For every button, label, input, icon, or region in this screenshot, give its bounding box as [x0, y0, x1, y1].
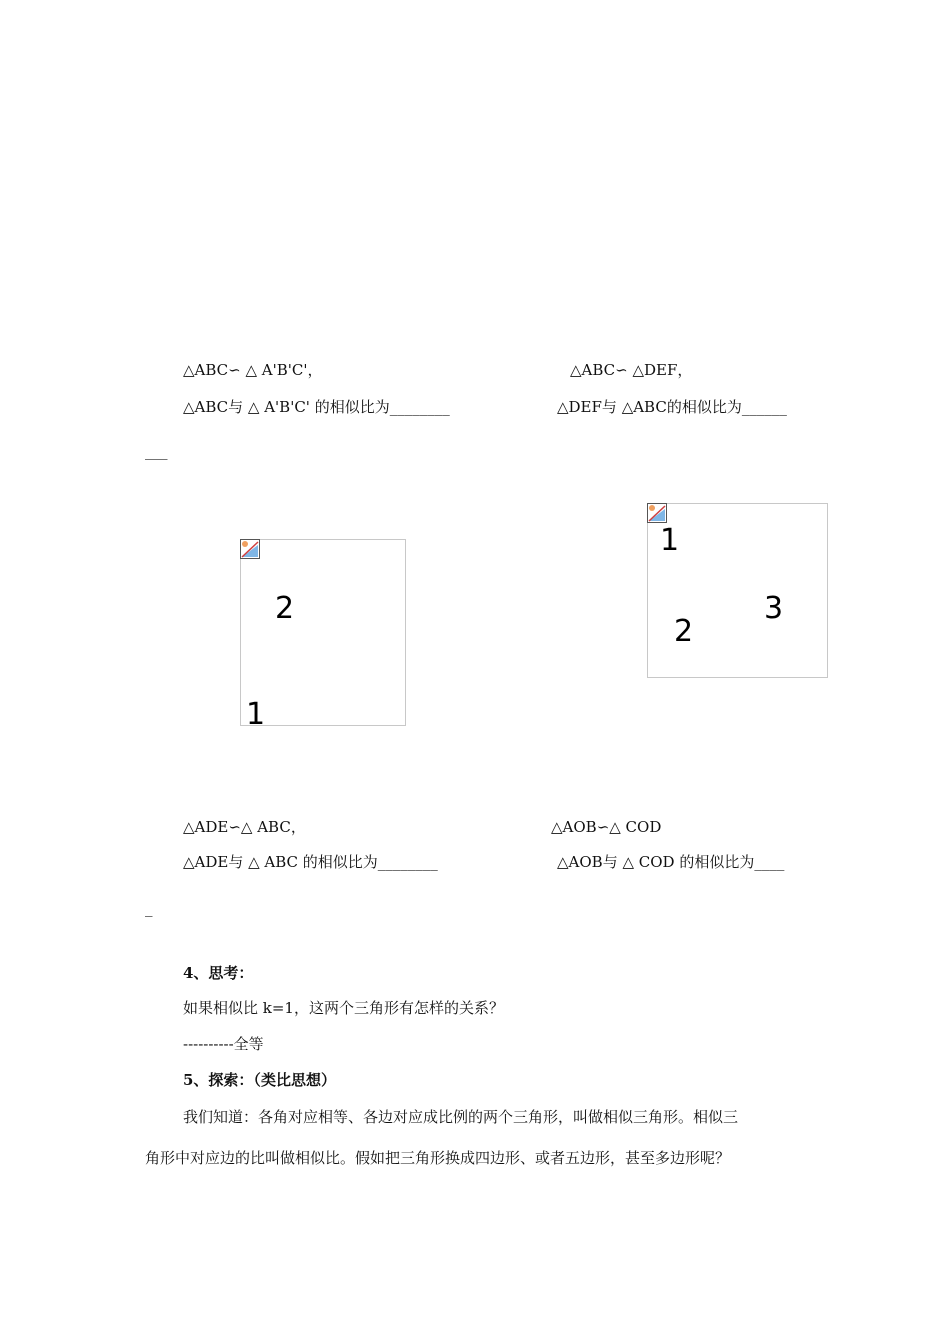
- figure-label: 1: [246, 697, 266, 732]
- figure-ade-abc: [240, 539, 406, 732]
- figure-label: 2: [674, 614, 694, 649]
- figure-aob-cod: [647, 503, 828, 678]
- section-5-paragraph-line-1: 我们知道：各角对应相等、各边对应成比例的两个三角形，叫做相似三角形。相似三: [183, 1108, 739, 1126]
- broken-image-icon: [647, 503, 667, 523]
- ratio-question-ade-abc: △ADE与 △ ABC 的相似比为________: [183, 853, 438, 871]
- section-5-heading: 5、探索：（类比思想）: [183, 1071, 336, 1089]
- section-4-answer: ----------全等: [183, 1035, 264, 1053]
- answer-blank-continuation: _: [145, 899, 153, 917]
- section-4-question: 如果相似比 k=1，这两个三角形有怎样的关系？: [183, 999, 504, 1017]
- broken-image-icon: [240, 539, 260, 559]
- section-5-paragraph-line-2: 角形中对应边的比叫做相似比。假如把三角形换成四边形、或者五边形，甚至多边形呢？: [145, 1149, 731, 1167]
- similarity-statement-abc-def: △ABC∽ △DEF，: [570, 361, 693, 379]
- ratio-question-aob-cod: △AOB与 △ COD 的相似比为____: [557, 853, 785, 871]
- ratio-question-def-abc: △DEF与 △ABC的相似比为______: [557, 398, 787, 416]
- similarity-statement-ade-abc: △ADE∽△ ABC，: [183, 818, 306, 836]
- figure-label: 2: [275, 591, 295, 626]
- figure-label: 1: [660, 523, 680, 558]
- similarity-statement-abc-a1b1c1: △ABC∽ △ A'B'C'，: [183, 361, 323, 379]
- similarity-statement-aob-cod: △AOB∽△ COD: [551, 818, 662, 836]
- answer-blank-continuation: ___: [145, 442, 168, 460]
- section-4-heading: 4、思考：: [183, 964, 254, 982]
- figure-label: 3: [764, 591, 784, 626]
- ratio-question-abc-a1b1c1: △ABC与 △ A'B'C' 的相似比为________: [183, 398, 450, 416]
